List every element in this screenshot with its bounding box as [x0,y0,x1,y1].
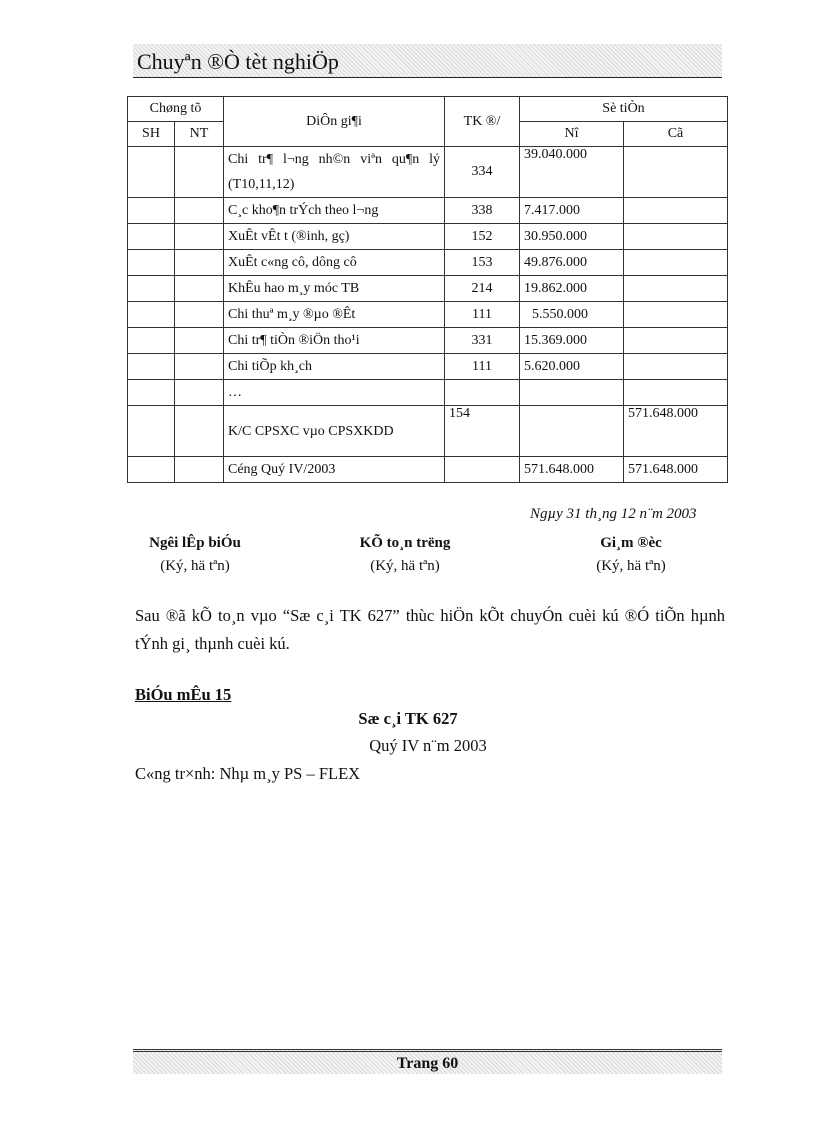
cell-tk: 338 [445,198,520,224]
cell-no: 5.550.000 [520,302,624,328]
col-nt: NT [175,122,224,147]
cell-tk: 111 [445,302,520,328]
cell-co: 571.648.000 [624,406,728,457]
total-no: 571.648.000 [520,457,624,483]
cell-co [624,198,728,224]
cell-nt [175,250,224,276]
col-group-so-tien: Sè tiÒn [520,97,728,122]
cell-desc: KhÊu hao m¸y móc TB [224,276,445,302]
cell-nt [175,147,224,198]
cell-nt [175,224,224,250]
cell-sh [128,276,175,302]
cell-sh [128,198,175,224]
cell-sh [128,224,175,250]
signature-preparer [120,532,270,578]
cell-nt [175,198,224,224]
cell-co [624,147,728,198]
cell-tk: 214 [445,276,520,302]
cell-desc: Chi tiÕp kh¸ch [224,354,445,380]
section-label: BiÓu mÊu 15 [135,685,232,704]
col-group-chung-tu: Chøng tõ [128,97,224,122]
table-row [128,354,728,380]
cell-no: 15.369.000 [520,328,624,354]
cell-tk: 154 [445,406,520,457]
sheet-subtitle: Quý IV n¨m 2003 [369,736,487,755]
cell-nt [175,380,224,406]
cell-sh [128,457,175,483]
table-row [128,328,728,354]
col-sh: SH [128,122,175,147]
cell-co [624,302,728,328]
table-row [128,276,728,302]
cell-desc: Chi tr¶ l¬ng nh©n viªn qu¶n lý (T10,11,12) [224,147,445,198]
cell-no: 5.620.000 [520,354,624,380]
signature-title: KÕ to¸n trëng [359,535,451,551]
table-total-row [128,457,728,483]
cell-sh [128,328,175,354]
cell-no: 30.950.000 [520,224,624,250]
col-co: Cã [624,122,728,147]
cell-co [624,354,728,380]
cell-sh [128,147,175,198]
cell-no [520,380,624,406]
signature-director [556,532,706,578]
col-no: Nî [520,122,624,147]
cell-nt [175,457,224,483]
table-row [128,380,728,406]
cell-sh [128,406,175,457]
ledger-table [127,96,728,483]
total-co: 571.648.000 [624,457,728,483]
cell-no: 39.040.000 [520,147,624,198]
cell-co [624,328,728,354]
cell-tk [445,380,520,406]
cell-no [520,406,624,457]
signature-chief-accountant [330,532,480,578]
cell-no: 49.876.000 [520,250,624,276]
cell-co [624,276,728,302]
cell-sh [128,354,175,380]
sheet-title: Sæ c¸i TK 627 [358,709,458,728]
project-line: C«ng tr×nh: Nhµ m¸y PS – FLEX [135,764,361,783]
cell-tk: 331 [445,328,520,354]
signature-note: (Ký, hä tªn) [370,558,440,574]
cell-tk: 152 [445,224,520,250]
cell-desc: XuÊt vÊt t (®inh, gç) [224,224,445,250]
page-header [133,44,722,78]
cell-nt [175,406,224,457]
col-tk: TK ®/ [445,97,520,147]
header-title: Chuyªn ®Ò tèt nghiÖp [137,49,339,74]
table-row [128,406,728,457]
cell-sh [128,380,175,406]
col-dien-giai: DiÔn gi¶i [224,97,445,147]
cell-nt [175,302,224,328]
cell-nt [175,276,224,302]
signature-note: (Ký, hä tªn) [160,558,230,574]
cell-no: 7.417.000 [520,198,624,224]
signature-note: (Ký, hä tªn) [596,558,666,574]
page-number: Trang 60 [396,1055,459,1072]
table-row [128,250,728,276]
page-footer [133,1049,722,1074]
table-row [128,302,728,328]
table-row [128,198,728,224]
cell-desc: … [224,380,445,406]
cell-co [624,250,728,276]
cell-desc: Chi tr¶ tiÒn ®iÖn tho¹i [224,328,445,354]
cell-nt [175,328,224,354]
signature-title: Ngêi lÊp biÓu [149,535,241,551]
total-label: Céng Quý IV/2003 [224,457,445,483]
cell-tk: 153 [445,250,520,276]
cell-sh [128,250,175,276]
cell-desc: C¸c kho¶n trÝch theo l¬ng [224,198,445,224]
cell-tk: 111 [445,354,520,380]
cell-tk: 334 [445,147,520,198]
table-row [128,147,728,198]
cell-tk [445,457,520,483]
cell-nt [175,354,224,380]
cell-co [624,380,728,406]
cell-sh [128,302,175,328]
cell-desc: XuÊt c«ng cô, dông cô [224,250,445,276]
table-row [128,224,728,250]
cell-desc: K/C CPSXC vµo CPSXKDD [224,406,445,457]
cell-co [624,224,728,250]
body-paragraph: Sau ®ã kÕ to¸n vµo “Sæ c¸i TK 627” thùc hiÖn kÕt chuyÓn cuèi kú ®Ó tiÕn hµnh tÝnh gi¸ thµnh cuèi kú. [135,606,725,653]
cell-desc: Chi thuª m¸y ®µo ®Êt [224,302,445,328]
signature-title: Gi¸m ®èc [600,535,662,551]
date-line: Ngµy 31 th¸ng 12 n¨m 2003 [530,506,697,522]
cell-no: 19.862.000 [520,276,624,302]
